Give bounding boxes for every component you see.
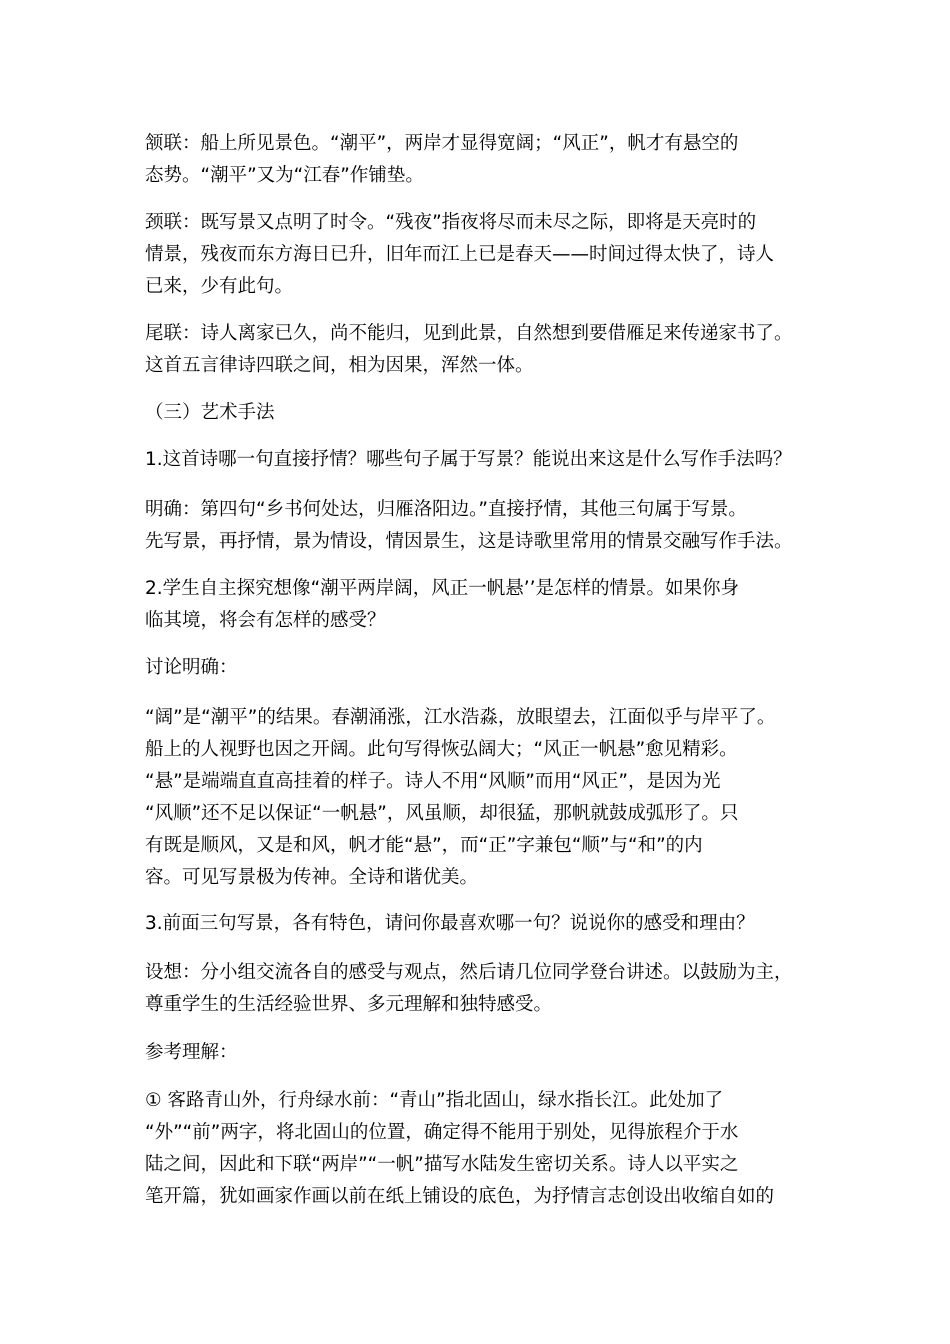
discussion-body	[145, 702, 825, 894]
text-line: “阔”是“潮平”的结果。春潮涌涨，江水浩淼，放眼望去，江面似乎与岸平了。	[145, 707, 776, 728]
text-line: 明确：第四句“乡书何处达，归雁洛阳边。”直接抒情，其他三句属于写景。	[145, 499, 747, 520]
text-line: 已来，少有此句。	[145, 276, 294, 297]
text-line: 颔联：船上所见景色。“潮平”，两岸才显得宽阔；“风正”，帆才有悬空的	[145, 133, 739, 154]
text-line: 颈联：既写景又点明了时令。“残夜”指夜将尽而未尽之际，即将是天亮时的	[145, 212, 757, 233]
question-1	[145, 444, 825, 476]
text-line: 1.这首诗哪一句直接抒情？哪些句子属于写景？能说出来这是什么写作手法吗？	[145, 449, 792, 470]
discussion-label	[145, 652, 825, 684]
text-line: 容。可见写景极为传神。全诗和谐优美。	[145, 867, 479, 888]
text-line: “外”“前”两字，将北固山的位置，确定得不能用于别处，见得旅程介于水	[145, 1122, 739, 1143]
design-note	[145, 957, 825, 1021]
text-line: 这首五言律诗四联之间，相为因果，浑然一体。	[145, 355, 534, 376]
text-line: （三）艺术手法	[145, 402, 275, 423]
text-line: ① 客路青山外，行舟绿水前：“青山”指北固山，绿水指长江。此处加了	[145, 1090, 724, 1111]
text-line: 先写景，再抒情，景为情设，情因景生，这是诗歌里常用的情景交融写作手法。	[145, 531, 793, 552]
text-line: 临其境，将会有怎样的感受？	[145, 610, 386, 631]
section-heading-art	[145, 397, 825, 429]
question-3	[145, 908, 825, 940]
text-line: 笔开篇，犹如画家作画以前在纸上铺设的底色，为抒情言志创设出收缩自如的	[145, 1186, 775, 1207]
paragraph-weilian	[145, 318, 825, 382]
text-line: “风顺”还不足以保证“一帆悬”，风虽顺，却很猛，那帆就鼓成弧形了。只	[145, 803, 739, 824]
text-line: 3.前面三句写景，各有特色，请问你最喜欢哪一句？说说你的感受和理由？	[145, 913, 755, 934]
text-line: 陆之间，因此和下联“两岸”“一帆”描写水陆发生密切关系。诗人以平实之	[145, 1154, 739, 1175]
question-2	[145, 573, 825, 637]
text-line: 尊重学生的生活经验世界、多元理解和独特感受。	[145, 994, 553, 1015]
text-line: 态势。“潮平”又为“江春”作铺垫。	[145, 165, 424, 186]
text-line: 尾联：诗人离家已久，尚不能归，见到此景，自然想到要借雁足来传递家书了。	[145, 323, 793, 344]
reference-label	[145, 1037, 825, 1069]
text-line: 参考理解：	[145, 1042, 238, 1063]
text-line: “悬”是端端直直高挂着的样子。诗人不用“风顺”而用“风正”，是因为光	[145, 771, 721, 792]
paragraph-hanlian	[145, 128, 825, 192]
text-line: 设想：分小组交流各自的感受与观点，然后请几位同学登台讲述。以鼓励为主，	[145, 962, 793, 983]
text-line: 船上的人视野也因之开阔。此句写得恢弘阔大；“风正一帆悬”愈见精彩。	[145, 739, 738, 760]
text-line: 有既是顺风，又是和风，帆才能“悬”，而“正”字兼包“顺”与“和”的内	[145, 835, 703, 856]
answer-1	[145, 494, 825, 558]
reference-item-1	[145, 1085, 825, 1213]
paragraph-jinglian	[145, 207, 825, 303]
text-line: 情景，残夜而东方海日已升，旧年而江上已是春天——时间过得太快了，诗人	[145, 244, 775, 265]
text-line: 讨论明确：	[145, 657, 238, 678]
text-line: 2.学生自主探究想像“潮平两岸阔，风正一帆悬’’是怎样的情景。如果你身	[145, 578, 739, 599]
